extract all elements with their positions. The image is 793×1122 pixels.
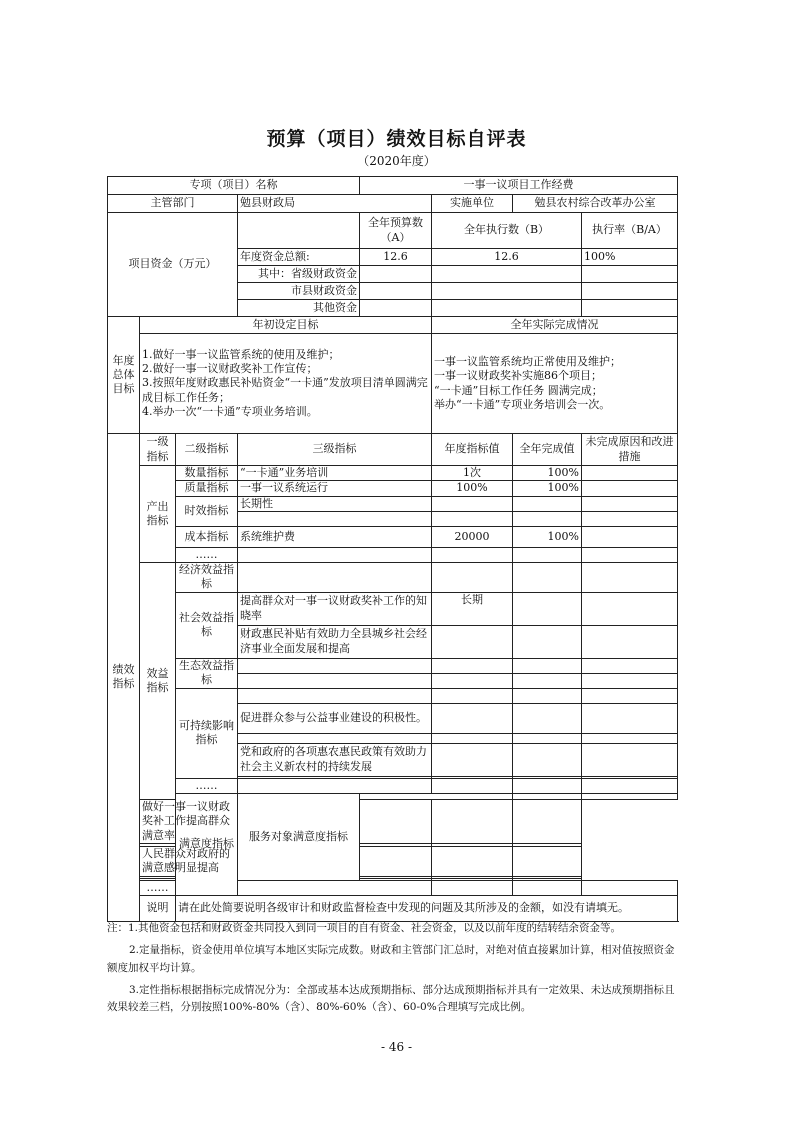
impl-label: 实施单位 (432, 195, 513, 213)
goal-actual-line: 举办“一卡通”专项业务培训会一次。 (434, 397, 611, 411)
dept-value: 勉县财政局 (238, 195, 432, 213)
blank-cell (432, 547, 513, 562)
goal-actual-line: 一事一议监管系统均正常使用及维护； (434, 354, 621, 368)
actual-value (432, 846, 513, 876)
actual-value: 100% (513, 526, 582, 547)
goal-plan-line: 4.举办一次“一卡通”专项业务培训。 (142, 404, 318, 418)
blank-cell (238, 547, 432, 562)
indicator-header: 一级指标 (140, 434, 176, 466)
l3-indicator: 人民群众对政府的满意感明显提高 (140, 846, 238, 876)
funds-col-rate: 执行率（B/A） (582, 213, 678, 249)
remark-label: 说明 (140, 895, 176, 921)
goals-head-plan: 年初设定目标 (140, 317, 432, 334)
ellipsis: …… (176, 778, 238, 793)
blank-cell (582, 658, 678, 673)
actual-value (513, 625, 582, 658)
reason-cell (582, 496, 678, 511)
blank-cell (582, 563, 678, 593)
funds-row-exec (432, 266, 582, 283)
goal-plan-line: 2.做好一事一议财政奖补工作宣传； (142, 362, 318, 376)
blank-cell (432, 778, 513, 793)
blank-cell (513, 688, 582, 703)
funds-col-exec: 全年执行数（B） (432, 213, 582, 249)
blank-cell (432, 658, 513, 673)
blank-cell (432, 673, 513, 688)
funds-row-rate (582, 266, 678, 283)
page-title: 预算（项目）绩效目标自评表 (266, 128, 527, 150)
dept-label: 主管部门 (108, 195, 238, 213)
l2-indicator: 时效指标 (176, 496, 238, 526)
blank-cell (513, 733, 582, 743)
actual-value (513, 703, 582, 733)
target-value (432, 496, 513, 511)
project-name-value: 一事一议项目工作经费 (360, 177, 678, 195)
l2-indicator: 质量指标 (176, 481, 238, 496)
satisfaction-indicators-label: 满意度指标 (176, 794, 238, 896)
blank-cell (582, 547, 678, 562)
l2-indicator: 服务对象满意度指标 (238, 794, 360, 880)
funds-row-rate (582, 283, 678, 300)
impl-value: 勉县农村综合改革办公室 (513, 195, 678, 213)
blank-cell (432, 688, 513, 703)
target-value (432, 743, 513, 776)
l3-indicator: 做好一事一议财政奖补工作提高群众满意率 (140, 800, 238, 844)
footnote: 注：1.其他资金包括和财政资金共同投入到同一项目的自有资金、社会资金，以及以前年度的结转结余资金等。 (107, 922, 622, 934)
reason-cell (582, 481, 678, 496)
target-value (432, 703, 513, 733)
target-value: 100% (432, 481, 513, 496)
funds-row-budget (360, 283, 432, 300)
reason-cell (582, 703, 678, 733)
funds-row-rate: 100% (582, 249, 678, 266)
target-value: 20000 (432, 526, 513, 547)
funds-row-label: 市县财政资金 (238, 283, 360, 300)
reason-cell (582, 526, 678, 547)
goals-actual (432, 334, 678, 434)
footnotes (107, 920, 682, 1021)
output-indicators-label: 产出指标 (140, 466, 176, 563)
indicator-header: 三级指标 (238, 434, 432, 466)
l2-indicator: 社会效益指标 (176, 592, 238, 658)
blank-cell (582, 778, 678, 793)
actual-value (513, 743, 582, 776)
funds-row-label: 其中：省级财政资金 (238, 266, 360, 283)
blank-cell (238, 688, 432, 703)
footnote: 2.定量指标，资金使用单位填写本地区实际完成数。财政和主管部门汇总时，对绝对值直接累加计算，相对值按照资金额度加权平均计算。 (107, 943, 675, 974)
indicator-header: 二级指标 (176, 434, 238, 466)
reason-cell (513, 846, 582, 876)
blank-cell (582, 880, 678, 895)
blank-cell (432, 733, 513, 743)
remark-text: 请在此处简要说明各级审计和财政监督检查中发现的问题及其所涉及的金额，如没有请填无。 (176, 895, 678, 921)
l2-indicator: 成本指标 (176, 526, 238, 547)
blank-cell (513, 563, 582, 593)
blank-cell (582, 794, 678, 800)
funds-header-blank (238, 213, 360, 249)
l3-indicator: 党和政府的各项惠农惠民政策有效助力社会主义新农村的持续发展 (238, 743, 432, 776)
l3-indicator: 长期性 (238, 496, 432, 511)
blank-cell (513, 511, 582, 526)
blank-cell (513, 880, 582, 895)
goal-actual-line: “一卡通”目标工作任务 圆满完成； (434, 383, 603, 397)
blank-cell (513, 547, 582, 562)
actual-value (432, 800, 513, 844)
reason-cell (582, 625, 678, 658)
funds-row-label: 其他资金 (238, 300, 360, 317)
l3-indicator: 一事一议系统运行 (238, 481, 432, 496)
blank-cell (238, 673, 432, 688)
l2-indicator: 数量指标 (176, 466, 238, 481)
actual-value: 100% (513, 466, 582, 481)
funds-row-exec (432, 283, 582, 300)
footnote: 3.定性指标根据指标完成情况分为：全部或基本达成预期指标、部分达成预期指标并具有一定效果、未达成预期指标且效果较差三档，分别按照100%-80%（含）、80%-60%（含）、60-0%合理填写完成比例。 (107, 983, 675, 1014)
target-value (360, 800, 432, 844)
blank-cell (582, 511, 678, 526)
actual-value (513, 496, 582, 511)
goal-plan-line: 1.做好一事一议监管系统的使用及维护； (142, 347, 340, 361)
blank-cell (582, 673, 678, 688)
l3-indicator: 财政惠民补贴有效助力全县城乡社会经济事业全面发展和提高 (238, 625, 432, 658)
funds-row-budget (360, 266, 432, 283)
blank-cell (513, 673, 582, 688)
blank-cell (582, 733, 678, 743)
blank-cell (432, 511, 513, 526)
indicator-header: 全年完成值 (513, 434, 582, 466)
l2-indicator: 经济效益指标 (176, 563, 238, 593)
reason-cell (513, 800, 582, 844)
funds-row-budget: 12.6 (360, 249, 432, 266)
goals-side-label: 年度总体目标 (108, 317, 140, 434)
goals-head-actual: 全年实际完成情况 (432, 317, 678, 334)
reason-cell (582, 743, 678, 776)
target-value (432, 625, 513, 658)
project-name-label: 专项（项目）名称 (108, 177, 360, 195)
indicators-side-label: 绩效指标 (108, 434, 140, 922)
ellipsis: …… (140, 880, 176, 895)
indicator-header: 年度指标值 (432, 434, 513, 466)
ellipsis: …… (176, 547, 238, 562)
target-value: 长期 (432, 592, 513, 625)
l2-indicator: 可持续影响指标 (176, 688, 238, 778)
goals-plan (140, 334, 432, 434)
actual-value: 100% (513, 481, 582, 496)
blank-cell (238, 733, 432, 743)
l3-indicator: “一卡通”业务培训 (238, 466, 432, 481)
page-number: - 46 - (380, 1040, 412, 1054)
blank-cell (513, 658, 582, 673)
l3-indicator: 促进群众参与公益事业建设的积极性。 (238, 703, 432, 733)
goal-plan-line: 3.按照年度财政惠民补贴资金“一卡通”发放项目清单圆满完成目标工作任务； (142, 376, 428, 404)
goal-actual-line: 一事一议财政奖补实施86个项目； (434, 369, 602, 383)
actual-value (513, 592, 582, 625)
blank-cell (238, 511, 432, 526)
funds-row-exec (432, 300, 582, 317)
reason-cell (582, 592, 678, 625)
effect-indicators-label: 效益指标 (140, 563, 176, 800)
funds-label: 项目资金（万元） (108, 213, 238, 317)
indicator-header: 未完成原因和改进措施 (582, 434, 678, 466)
blank-cell (582, 688, 678, 703)
blank-cell (432, 563, 513, 593)
l3-indicator: 提高群众对一事一议财政奖补工作的知晓率 (238, 592, 432, 625)
page-subtitle: （2020年度） (357, 154, 436, 168)
target-value (360, 846, 432, 876)
blank-cell (238, 778, 432, 793)
funds-row-exec: 12.6 (432, 249, 582, 266)
funds-row-budget (360, 300, 432, 317)
blank-cell (432, 880, 513, 895)
blank-cell (513, 778, 582, 793)
reason-cell (582, 466, 678, 481)
funds-col-budget: 全年预算数（A） (360, 213, 432, 249)
blank-cell (238, 658, 432, 673)
funds-row-rate (582, 300, 678, 317)
blank-cell (238, 563, 432, 593)
evaluation-table (107, 176, 678, 922)
blank-cell (238, 880, 432, 895)
l3-indicator: 系统维护费 (238, 526, 432, 547)
target-value: 1次 (432, 466, 513, 481)
funds-row-label: 年度资金总额: (238, 249, 360, 266)
l2-indicator: 生态效益指标 (176, 658, 238, 688)
